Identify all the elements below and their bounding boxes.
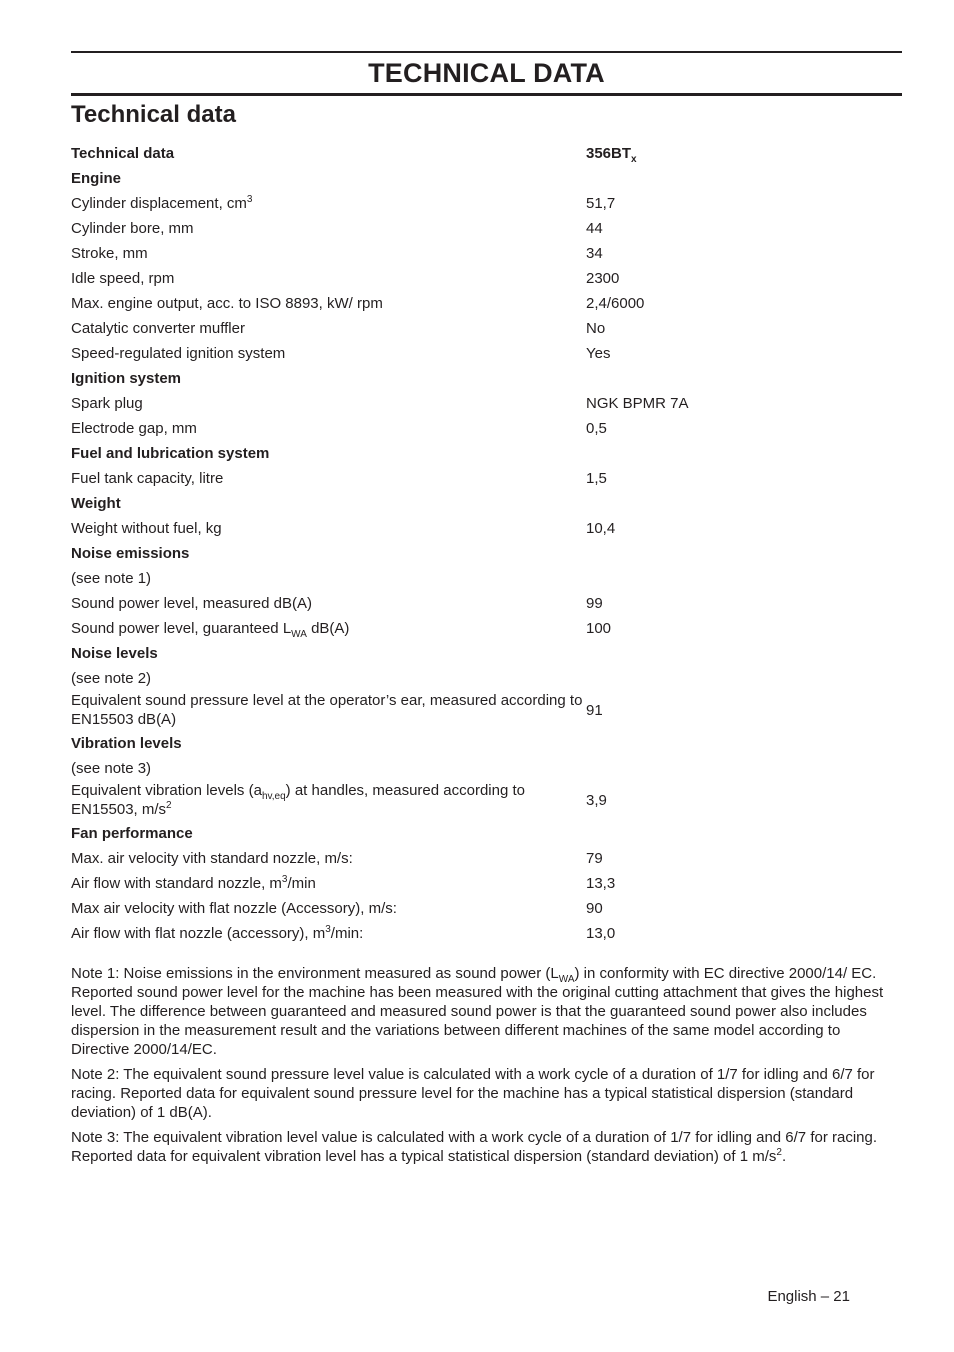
table-section-heading <box>71 821 902 846</box>
table-row <box>71 871 902 896</box>
row-label: Speed-regulated ignition system <box>71 345 286 362</box>
label-subscript: hv,eq <box>261 791 286 802</box>
note-1 <box>71 964 902 1059</box>
row-value: 1,5 <box>586 470 607 487</box>
label-text: /min <box>287 875 316 892</box>
table-row <box>71 516 902 541</box>
table-row <box>71 291 902 316</box>
row-value: 79 <box>586 850 603 867</box>
table-row <box>71 216 902 241</box>
row-value: 34 <box>586 245 603 262</box>
row-label: Fuel tank capacity, litre <box>71 470 224 487</box>
row-label: Max. air velocity vith standard nozzle, m/s: <box>71 850 353 867</box>
row-value: 13,0 <box>586 925 616 942</box>
table-row <box>71 616 902 641</box>
chapter-title: TECHNICAL DATA <box>368 58 605 88</box>
top-rule <box>71 51 902 53</box>
row-label: Sound power level, measured dB(A) <box>71 595 312 612</box>
row-label: Equivalent sound pressure level at the operator’s ear, measured according to EN15503 dB(A) <box>71 692 583 728</box>
table-row <box>71 316 902 341</box>
label-text: Sound power level, guaranteed L <box>71 620 292 637</box>
table-row <box>71 391 902 416</box>
row-label: Cylinder bore, mm <box>71 220 194 237</box>
note-3-superscript: 2 <box>776 1147 782 1158</box>
table-section-heading <box>71 166 902 191</box>
row-label: Noise levels <box>71 645 158 662</box>
table-row <box>71 416 902 441</box>
table-body <box>71 166 902 946</box>
table-row <box>71 341 902 366</box>
note-1-subscript: WA <box>558 974 575 985</box>
row-label: Idle speed, rpm <box>71 270 175 287</box>
table-row <box>71 466 902 491</box>
row-label: Fan performance <box>71 825 193 842</box>
row-value: NGK BPMR 7A <box>586 395 689 412</box>
chapter-rule <box>71 93 902 96</box>
table-row <box>71 691 902 731</box>
table-section-heading <box>71 541 902 566</box>
table-row <box>71 781 902 821</box>
note-3 <box>71 1128 902 1166</box>
table-row <box>71 266 902 291</box>
table-section-heading <box>71 641 902 666</box>
row-value: Yes <box>586 345 611 362</box>
row-value: No <box>586 320 606 337</box>
row-label: Spark plug <box>71 395 143 412</box>
row-label: (see note 3) <box>71 760 152 777</box>
table-row <box>71 591 902 616</box>
label-text: Air flow with flat nozzle (accessory), m <box>71 925 326 942</box>
note-1-text-b: ) in conformity with EC directive 2000/14/ EC. Reported sound power level for the machine has been measured with the original cutting attachment that gives the highest level. The difference between guaranteed and measured sound power is that the guaranteed sound power also includes dispersion in the measurement result and the variations between different machines of the same model according to Directive 2000/14/EC. <box>71 965 884 1058</box>
spec-table <box>71 141 902 946</box>
table-row <box>71 566 902 591</box>
row-value: 99 <box>586 595 603 612</box>
table-row <box>71 921 902 946</box>
table-section-heading <box>71 366 902 391</box>
row-value: 2300 <box>586 270 620 287</box>
table-header-model <box>586 141 902 166</box>
row-label <box>71 616 586 641</box>
row-value: 90 <box>586 900 603 917</box>
row-label <box>71 191 586 216</box>
row-label: Catalytic converter muffler <box>71 320 245 337</box>
note-2: Note 2: The equivalent sound pressure level value is calculated with a work cycle of a duration of 1/7 for idling and 6/7 for racing. Reported data for equivalent sound pressure level for the machine has a typical statistical dispersion (standard deviation) of 1 dB(A). <box>71 1066 875 1121</box>
row-value: 44 <box>586 220 603 237</box>
label-text: ) at handles, measured according to EN15503, m/s <box>71 782 525 818</box>
label-superscript: 3 <box>325 924 331 935</box>
row-label: Weight without fuel, kg <box>71 520 222 537</box>
notes <box>71 964 902 1172</box>
label-text: /min: <box>330 925 364 942</box>
row-value: 13,3 <box>586 875 616 892</box>
row-label: Noise emissions <box>71 545 190 562</box>
row-label <box>71 782 586 819</box>
label-text: Cylinder displacement, cm <box>71 195 247 212</box>
row-value: 91 <box>586 702 603 719</box>
row-label: (see note 2) <box>71 670 152 687</box>
row-label: Engine <box>71 170 122 187</box>
row-value: 0,5 <box>586 420 607 437</box>
row-value: 2,4/6000 <box>586 295 645 312</box>
table-row <box>71 896 902 921</box>
table-row <box>71 191 902 216</box>
table-row <box>71 846 902 871</box>
table-header-row <box>71 141 902 166</box>
row-label: Ignition system <box>71 370 182 387</box>
row-value: 100 <box>586 620 612 637</box>
note-1-text-a: Note 1: Noise emissions in the environment measured as sound power (L <box>71 965 559 982</box>
label-text: Equivalent vibration levels (a <box>71 782 262 799</box>
note-3-text-b: . <box>781 1148 787 1165</box>
label-superscript: 3 <box>281 874 288 885</box>
row-label: Vibration levels <box>71 735 182 752</box>
model-name: 356BT <box>586 145 632 162</box>
note-3-text-a: Note 3: The equivalent vibration level value is calculated with a work cycle of a duration of 1/7 for idling and 6/7 for racing. Reported data for equivalent vibration level has a typical statistical dispersion (standard deviation) of 1 m/s <box>71 1129 878 1165</box>
table-section-heading <box>71 441 902 466</box>
page-footer: English – 21 <box>767 1288 850 1305</box>
table-section-heading <box>71 731 902 756</box>
table-row <box>71 241 902 266</box>
row-value: 10,4 <box>586 520 616 537</box>
label-text: Air flow with standard nozzle, m <box>71 875 282 892</box>
row-label: Stroke, mm <box>71 245 148 262</box>
label-text: dB(A) <box>306 620 350 637</box>
section-title: Technical data <box>71 101 236 128</box>
row-label: (see note 1) <box>71 570 152 587</box>
table-row <box>71 756 902 781</box>
table-section-heading <box>71 491 902 516</box>
label-subscript: WA <box>291 629 307 640</box>
label-superscript: 3 <box>246 194 253 205</box>
table-header-label: Technical data <box>71 145 175 162</box>
row-label: Electrode gap, mm <box>71 420 197 437</box>
row-label <box>71 871 586 896</box>
row-label: Max. engine output, acc. to ISO 8893, kW/ rpm <box>71 295 383 312</box>
table-row <box>71 666 902 691</box>
row-label: Max air velocity with flat nozzle (Accessory), m/s: <box>71 900 397 917</box>
row-label: Fuel and lubrication system <box>71 445 270 462</box>
row-label <box>71 921 586 946</box>
row-value: 3,9 <box>586 792 607 809</box>
model-subscript: x <box>631 154 637 165</box>
row-label: Weight <box>71 495 121 512</box>
row-value: 51,7 <box>586 195 616 212</box>
label-superscript: 2 <box>166 799 172 811</box>
